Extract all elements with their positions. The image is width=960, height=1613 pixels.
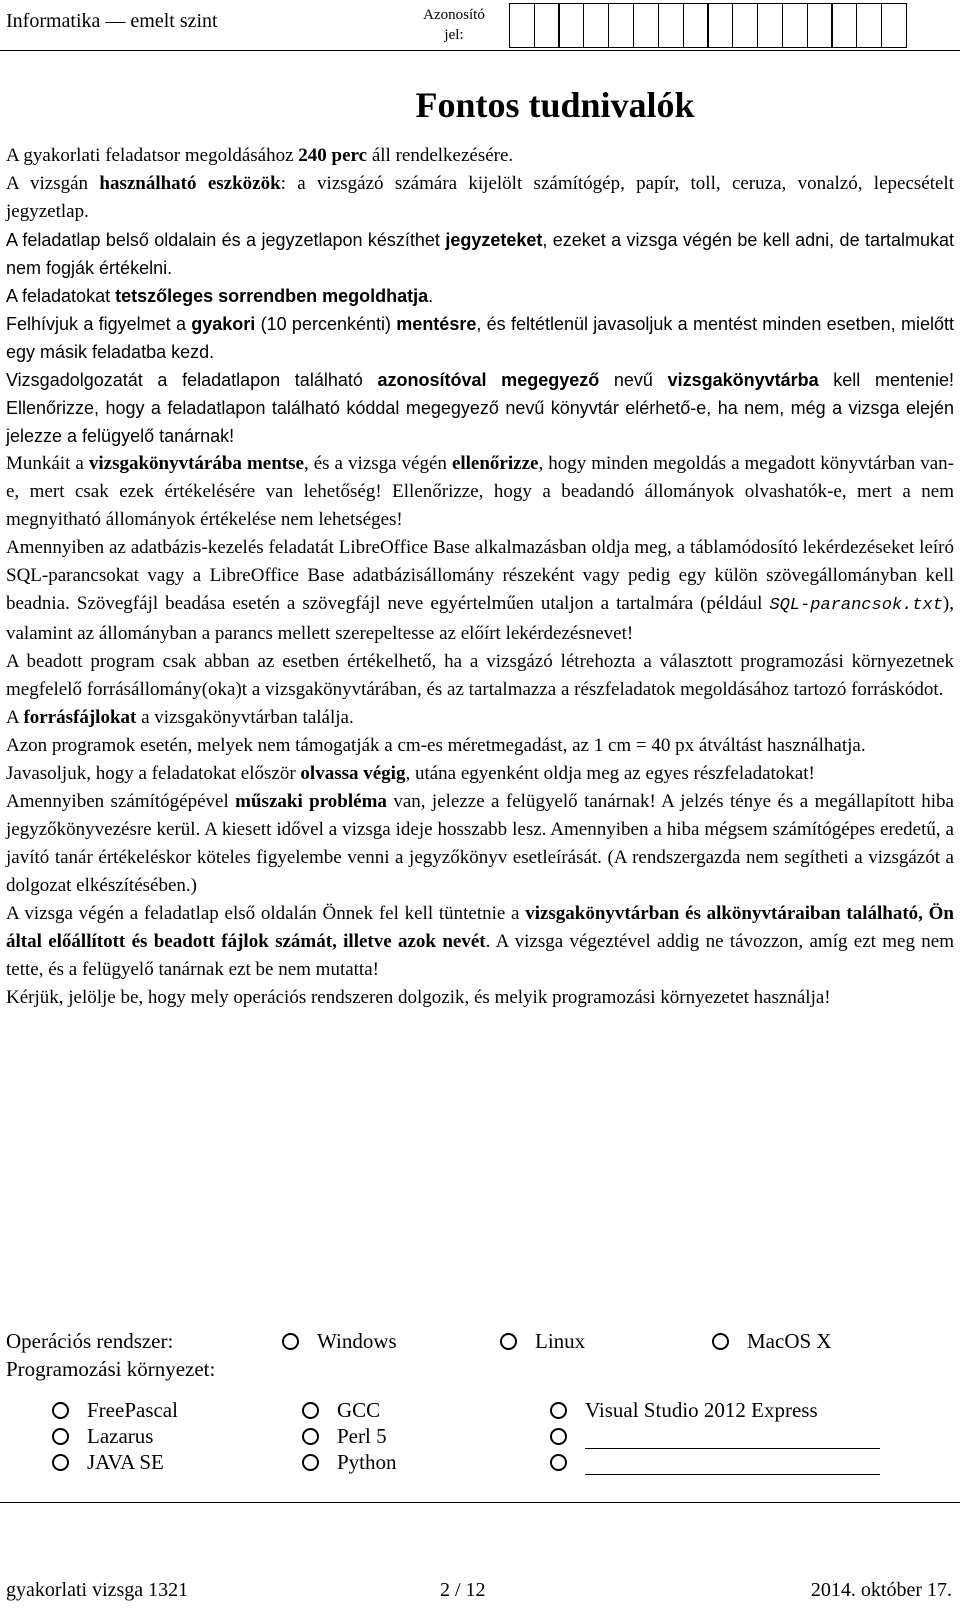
id-label-line-1: Azonosító xyxy=(423,7,485,23)
paragraph-program: A beadott program csak abban az esetben értékelhető, ha a vizsgázó létrehozta a választott programozási környezetnek megfelelő forrásállomány(oka)t a vizsgakönyvtárában, és az tartalmazza a részfeladatok megoldásához tartozó forráskódot. xyxy=(6,651,954,700)
paragraph-directory: Vizsgadolgozatát a feladatlapon található azonosítóval megegyező nevű vizsgakönyvtárba kell mentenie! Ellenőrizze, hogy a feladatlapon található kóddal megegyező nevű könyvtár elérhető-e, ha nem, még a vizsga elején jelezze a felügyelő tanárnak! xyxy=(6,370,954,446)
radio-circle-icon[interactable] xyxy=(302,1402,319,1419)
os-option-linux[interactable]: Linux xyxy=(500,1329,585,1354)
paragraph-time: A gyakorlati feladatsor megoldásához 240 perc áll rendelkezésére. xyxy=(6,145,514,166)
id-box[interactable] xyxy=(658,3,684,48)
id-code-boxes[interactable] xyxy=(510,3,907,48)
other-env-blank[interactable] xyxy=(585,1428,880,1449)
footer-exam-code: gyakorlati vizsga 1321 xyxy=(6,1579,189,1601)
footer-divider xyxy=(0,1502,960,1503)
paragraph-technical-problem: Amennyiben számítógépével műszaki probléma van, jelezze a felügyelő tanárnak! A jelzés ténye és a megállapított hiba jegyzőkönyvezésre kerül. A kiesett idővel a vizsga ideje hosszabb lesz. Amennyiben a hiba mégsem számítógépes eredetű, a javító tanár értékeléskor köteles figyelembe venni a jegyzőkönyv esetleírását. (A rendszergazda nem segítheti a vizsgázót a dolgozat elkészítésében.) xyxy=(6,791,954,896)
env-option-python[interactable]: Python xyxy=(302,1450,397,1475)
id-box[interactable] xyxy=(707,3,733,48)
paragraph-saving: Felhívjuk a figyelmet a gyakori (10 percenkénti) mentésre, és feltétlenül javasoljuk a mentést minden esetben, mielőtt egy másik feladatba kezd. xyxy=(6,314,955,362)
env-option-other-1[interactable] xyxy=(550,1424,880,1449)
id-box[interactable] xyxy=(757,3,783,48)
radio-circle-icon[interactable] xyxy=(550,1428,567,1445)
radio-circle-icon[interactable] xyxy=(550,1402,567,1419)
os-option-windows[interactable]: Windows xyxy=(282,1329,397,1354)
paragraph-tools: A vizsgán használható eszközök: a vizsgázó számára kijelölt számítógép, papír, toll, ceruza, vonalzó, lepecsételt jegyzetlap. xyxy=(6,173,954,222)
footer-date: 2014. október 17. xyxy=(810,1579,952,1601)
radio-circle-icon[interactable] xyxy=(52,1402,69,1419)
id-box[interactable] xyxy=(732,3,758,48)
paragraph-source-files: A forrásfájlokat a vizsgakönyvtárban találja. xyxy=(6,707,354,728)
paragraph-units: Azon programok esetén, melyek nem támogatják a cm-es méretmegadást, az 1 cm = 40 px átváltást használhatja. xyxy=(6,735,866,756)
paragraph-database: Amennyiben az adatbázis-kezelés feladatát LibreOffice Base alkalmazásban oldja meg, a táblamódosító lekérdezéseket leíró SQL-parancsokat vagy a LibreOffice Base adatbázisállomány részeként vagy pedig egy külön szövegállományban kell beadnia. Szövegfájl beadása esetén a szövegfájl neve egyértelműen utaljon a tartalmára (például SQL-parancsok.txt), valamint az állományban a parancs mellett szerepeltesse az előírt lekérdezésnevet! xyxy=(6,537,954,644)
paragraph-file-list: A vizsga végén a feladatlap első oldalán Önnek fel kell tüntetnie a vizsgakönyvtárban és alkönyvtáraiban található, Ön által előállított és beadott fájlok számát, illetve azok nevét. A vizsga végeztével addig ne távozzon, amíg ezt meg nem tette, és a felügyelő tanárnak ezt be nem mutatta! xyxy=(6,903,955,980)
other-env-blank[interactable] xyxy=(585,1454,880,1475)
env-option-gcc[interactable]: GCC xyxy=(302,1398,380,1423)
paragraph-notes: A feladatlap belső oldalain és a jegyzetlapon készíthet jegyzeteket, ezeket a vizsga végén be kell adni, de tartalmukat nem fogják értékelni. xyxy=(6,230,954,278)
radio-circle-icon[interactable] xyxy=(282,1333,299,1350)
page-header xyxy=(0,0,960,51)
paragraph-save-check: Munkáit a vizsgakönyvtárába mentse, és a vizsga végén ellenőrizze, hogy minden megoldás a megadott könyvtárban van-e, mert csak ezek értékelésére van lehetőség! Ellenőrizze, hogy a beadandó állományok olvashatók-e, mert a nem megnyitható állományok értékelése nem lehetséges! xyxy=(6,453,954,530)
radio-circle-icon[interactable] xyxy=(712,1333,729,1350)
radio-circle-icon[interactable] xyxy=(550,1454,567,1471)
footer-page-number: 2 / 12 xyxy=(440,1579,486,1601)
radio-circle-icon[interactable] xyxy=(302,1454,319,1471)
os-label: Operációs rendszer: xyxy=(6,1329,174,1353)
os-option-macos[interactable]: MacOS X xyxy=(712,1329,832,1354)
id-box[interactable] xyxy=(683,3,709,48)
paragraph-order: A feladatokat tetszőleges sorrendben megoldhatja. xyxy=(6,286,434,306)
env-option-freepascal[interactable]: FreePascal xyxy=(52,1398,178,1423)
page-title: Fontos tudnivalók xyxy=(415,85,695,125)
env-option-lazarus[interactable]: Lazarus xyxy=(52,1424,153,1449)
id-box[interactable] xyxy=(782,3,808,48)
id-box[interactable] xyxy=(509,3,535,48)
env-label: Programozási környezet: xyxy=(6,1357,216,1381)
env-option-java[interactable]: JAVA SE xyxy=(52,1450,164,1475)
radio-circle-icon[interactable] xyxy=(500,1333,517,1350)
radio-circle-icon[interactable] xyxy=(302,1428,319,1445)
id-box[interactable] xyxy=(856,3,882,48)
id-box[interactable] xyxy=(633,3,659,48)
radio-circle-icon[interactable] xyxy=(52,1428,69,1445)
header-title: Informatika — emelt szint xyxy=(6,10,218,32)
id-box[interactable] xyxy=(583,3,609,48)
env-option-visual-studio[interactable]: Visual Studio 2012 Express xyxy=(550,1398,818,1423)
id-box[interactable] xyxy=(608,3,634,48)
instructions xyxy=(6,142,954,1012)
id-label-line-2: jel: xyxy=(444,27,464,43)
id-box[interactable] xyxy=(807,3,833,48)
radio-circle-icon[interactable] xyxy=(52,1454,69,1471)
id-box[interactable] xyxy=(558,3,584,48)
id-box[interactable] xyxy=(534,3,560,48)
env-option-other-2[interactable] xyxy=(550,1450,880,1475)
env-option-perl[interactable]: Perl 5 xyxy=(302,1424,387,1449)
paragraph-read-first: Javasoljuk, hogy a feladatokat először olvassa végig, utána egyenként oldja meg az egyes részfeladatokat! xyxy=(6,763,815,784)
id-box[interactable] xyxy=(831,3,857,48)
paragraph-select-env: Kérjük, jelölje be, hogy mely operációs rendszeren dolgozik, és melyik programozási környezetet használja! xyxy=(6,987,831,1008)
id-label xyxy=(414,5,494,45)
id-box[interactable] xyxy=(881,3,907,48)
